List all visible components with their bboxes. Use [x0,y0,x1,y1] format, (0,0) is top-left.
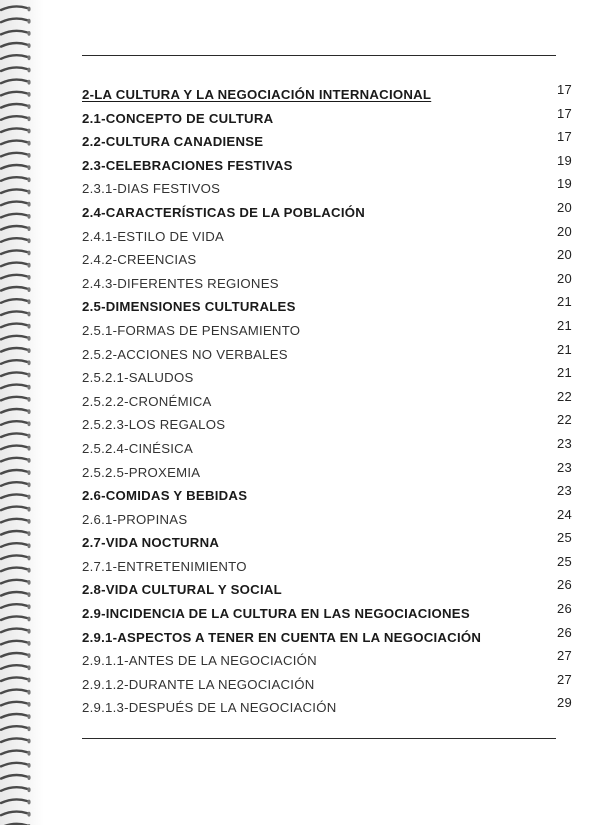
binding-hole [27,580,30,585]
toc-entry-label: 2.7-VIDA NOCTURNA [82,535,220,551]
spiral-coil [1,592,27,596]
binding-hole [27,568,30,573]
toc-entry-page: 26 [557,577,572,593]
spiral-coil [1,153,27,157]
binding-hole [27,800,30,805]
spiral-coil [1,92,27,96]
toc-entry [82,389,572,413]
spiral-coil [1,177,27,181]
spiral-coil [1,433,27,437]
binding-hole [27,312,30,317]
toc-entry-page: 25 [557,530,572,546]
toc-entry [82,530,572,554]
toc-entry-label: 2-LA CULTURA Y LA NEGOCIACIÓN INTERNACIONAL [82,87,432,102]
binding-hole [27,214,30,219]
binding-hole [27,629,30,634]
toc-entry-page: 23 [557,459,572,475]
toc-entry [82,271,572,295]
binding-hole [27,153,30,158]
toc-entry [82,82,572,106]
spiral-coil [1,629,27,633]
spiral-coil [1,287,27,291]
spiral-coil [1,531,27,535]
spiral-coil [1,446,27,450]
bottom-rule [82,738,556,739]
spiral-coil [1,299,27,303]
spiral-coil [1,43,27,47]
toc-entry [82,625,572,649]
toc-entry-label: 2.9.1.2-DURANTE LA NEGOCIACIÓN [82,676,315,692]
binding-hole [27,519,30,524]
spiral-coil [1,336,27,340]
toc-entry [82,365,572,389]
spiral-coil [1,372,27,376]
spiral-coil [1,787,27,791]
binding-hole [27,726,30,731]
binding-hole [27,165,30,170]
binding-hole [27,556,30,561]
toc-entry-page: 17 [557,129,572,145]
toc-entry [82,129,572,153]
binding-hole [27,104,30,109]
toc-entry-page: 23 [557,483,572,499]
spiral-coil [1,690,27,694]
spiral-coil [1,775,27,779]
spiral-coil [1,128,27,132]
binding-hole [27,751,30,756]
toc-entry-label: 2.6-COMIDAS Y BEBIDAS [82,488,248,504]
binding-hole [27,653,30,658]
binding-hole [27,397,30,402]
toc-entry [82,483,572,507]
binding-hole [27,7,30,12]
toc-entry-label: 2.5.2.1-SALUDOS [82,370,194,386]
spiral-coil [1,738,27,742]
toc-entry-label: 2.1-CONCEPTO DE CULTURA [82,110,274,126]
toc-entry-page: 22 [557,388,572,404]
toc-entry [82,176,572,200]
binding-hole [27,141,30,146]
toc-entry [82,436,572,460]
toc-entry-label: 2.8-VIDA CULTURAL Y SOCIAL [82,582,282,598]
toc-entry-label: 2.9-INCIDENCIA DE LA CULTURA EN LAS NEGOCIACIONES [82,606,470,622]
spiral-coil [1,702,27,706]
spiral-coil [1,80,27,84]
spiral-coil [1,799,27,803]
binding-hole [27,385,30,390]
spiral-coil [1,19,27,23]
binding-hole [27,324,30,329]
toc-entry-label: 2.5.2.3-LOS REGALOS [82,417,226,433]
toc-entry-page: 21 [557,317,572,333]
toc-entry-page: 27 [557,648,572,664]
spiral-coil [1,116,27,120]
spiral-coil [1,214,27,218]
spiral-coil [1,519,27,523]
spiral-coil [1,202,27,206]
toc-entry [82,247,572,271]
binding-hole [27,775,30,780]
toc-entry-page: 20 [557,247,572,263]
binding-hole [27,421,30,426]
binding-hole [27,763,30,768]
toc-entry [82,224,572,248]
toc-entry-page: 17 [557,105,572,121]
binding-hole [27,714,30,719]
toc-entry-page: 23 [557,435,572,451]
toc-entry-page: 25 [557,553,572,569]
spiral-coil [1,263,27,267]
binding-hole [27,190,30,195]
toc-entry-label: 2.5-DIMENSIONES CULTURALES [82,299,296,315]
binding-hole [27,360,30,365]
toc-entry-label: 2.5.2.2-CRONÉMICA [82,393,212,409]
spiral-coil [1,226,27,230]
binding-hole [27,543,30,548]
toc-entry [82,601,572,625]
spiral-coil [1,165,27,169]
spiral-coil [1,677,27,681]
toc-entry-page: 22 [557,412,572,428]
spiral-coil [1,397,27,401]
toc-entry [82,153,572,177]
spiral-coil [1,189,27,193]
spiral-coil [1,653,27,657]
spiral-coil [1,543,27,547]
toc-entry-page: 19 [557,152,572,168]
binding-hole [27,80,30,85]
spiral-coil [1,409,27,413]
toc-entry [82,106,572,130]
spiral-coil [1,250,27,254]
spiral-coil [1,470,27,474]
spiral-coil [1,6,27,10]
toc-entry-label: 2.4.2-CREENCIAS [82,252,197,268]
binding-hole [27,690,30,695]
toc-entry [82,554,572,578]
binding-hole [27,177,30,182]
binding-hole [27,55,30,60]
spiral-coil [1,763,27,767]
spiral-coil [1,31,27,35]
binding-hole [27,434,30,439]
binding-hole [27,202,30,207]
toc-entry-page: 27 [557,671,572,687]
spiral-coil [1,494,27,498]
binding-hole [27,812,30,817]
toc-entry-label: 2.5.2.4-CINÉSICA [82,440,194,456]
binding-hole [27,299,30,304]
toc-entry-label: 2.3.1-DIAS FESTIVOS [82,181,221,197]
spiral-coil [1,714,27,718]
toc-entry [82,294,572,318]
toc-entry-label: 2.4-CARACTERÍSTICAS DE LA POBLACIÓN [82,204,366,220]
spiral-coil [1,385,27,389]
spiral-coil [1,324,27,328]
spiral-coil [1,275,27,279]
binding-hole [27,604,30,609]
binding-hole [27,226,30,231]
binding-hole [27,617,30,622]
spiral-coil [1,141,27,145]
binding-hole [27,68,30,73]
binding-hole [27,592,30,597]
binding-hole [27,116,30,121]
toc-entry-page: 29 [557,695,572,711]
binding-hole [27,495,30,500]
binding-hole [27,43,30,48]
spiral-coil [1,616,27,620]
toc-entry [82,672,572,696]
binding-hole [27,678,30,683]
toc-entry [82,648,572,672]
toc-entry-page: 26 [557,601,572,617]
spiral-coil [1,568,27,572]
binding-hole [27,787,30,792]
spiral-coil [1,641,27,645]
toc-entry-label: 2.7.1-ENTRETENIMIENTO [82,558,247,574]
toc-entry-page: 21 [557,341,572,357]
toc-entry [82,318,572,342]
toc-entry-page: 17 [557,82,572,97]
toc-entry-label: 2.9.1.1-ANTES DE LA NEGOCIACIÓN [82,653,317,669]
toc-entry-page: 20 [557,223,572,239]
spiral-coil [1,348,27,352]
toc-entry [82,342,572,366]
toc-entry-page: 19 [557,176,572,192]
binding-hole [27,31,30,36]
toc-entry-label: 2.5.2.5-PROXEMIA [82,464,201,480]
toc-entry-label: 2.3-CELEBRACIONES FESTIVAS [82,157,293,173]
spiral-coil [1,726,27,730]
toc-entry-page: 21 [557,294,572,310]
top-rule [82,55,556,56]
binding-hole [27,251,30,256]
spiral-coil [1,812,27,816]
binding-hole [27,19,30,24]
spiral-coil [1,604,27,608]
binding-hole [27,702,30,707]
toc-entry [82,577,572,601]
toc-entry-page: 26 [557,624,572,640]
toc-entry-label: 2.5.1-FORMAS DE PENSAMIENTO [82,322,301,338]
spiral-binding-icon [0,0,34,825]
spiral-coil [1,360,27,364]
binding-hole [27,665,30,670]
toc-entry-page: 21 [557,365,572,381]
binding-hole [27,336,30,341]
toc-entry [82,460,572,484]
toc-entry-label: 2.4.3-DIFERENTES REGIONES [82,275,279,291]
toc-entry-page: 20 [557,199,572,215]
spiral-coil [1,421,27,425]
toc-entry-label: 2.2-CULTURA CANADIENSE [82,134,264,150]
binding-hole [27,641,30,646]
binding-hole [27,287,30,292]
binding-hole [27,409,30,414]
toc-entry [82,412,572,436]
binding-hole [27,470,30,475]
toc-entry-label: 2.4.1-ESTILO DE VIDA [82,228,225,244]
binding-hole [27,238,30,243]
binding-hole [27,348,30,353]
binding-hole [27,263,30,268]
spiral-coil [1,458,27,462]
binding-hole [27,739,30,744]
toc-entry [82,695,572,719]
toc-entry-label: 2.5.2-ACCIONES NO VERBALES [82,346,288,362]
binding-hole [27,373,30,378]
spiral-coil [1,665,27,669]
table-of-contents [82,82,572,719]
toc-entry-page: 24 [557,506,572,522]
spiral-coil [1,580,27,584]
binding-hole [27,275,30,280]
toc-entry-label: 2.9.1-ASPECTOS A TENER EN CUENTA EN LA NEGOCIACIÓN [82,629,482,645]
spiral-coil [1,751,27,755]
binding-hole [27,507,30,512]
spiral-coil [1,555,27,559]
spiral-coil [1,311,27,315]
spiral-coil [1,507,27,511]
spiral-coil [1,67,27,71]
spiral-coil [1,55,27,59]
binding-hole [27,446,30,451]
toc-entry [82,200,572,224]
toc-entry-page: 20 [557,270,572,286]
spiral-coil [1,104,27,108]
binding-hole [27,458,30,463]
toc-entry-label: 2.9.1.3-DESPUÉS DE LA NEGOCIACIÓN [82,700,337,716]
spiral-coil [1,482,27,486]
binding-hole [27,129,30,134]
binding-hole [27,531,30,536]
binding-hole [27,92,30,97]
toc-entry-label: 2.6.1-PROPINAS [82,511,188,527]
spiral-coil [1,238,27,242]
binding-hole [27,482,30,487]
toc-entry [82,507,572,531]
